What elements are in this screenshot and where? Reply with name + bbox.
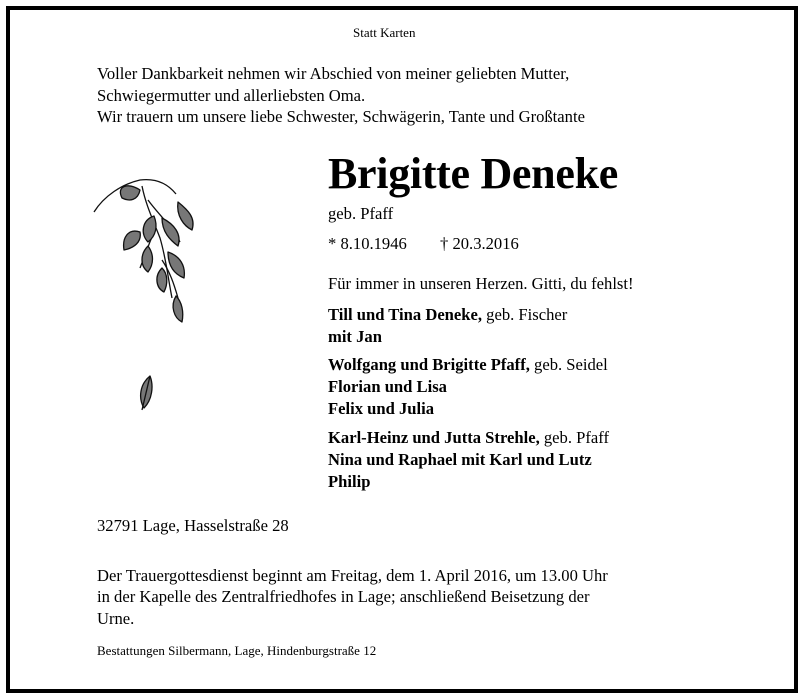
service-line-2: in der Kapelle des Zentralfriedhofes in Lage; anschließend Beisetzung der <box>97 587 590 606</box>
intro-line-1: Voller Dankbarkeit nehmen wir Abschied von meiner geliebten Mutter, <box>97 64 570 83</box>
statt-karten-label: Statt Karten <box>353 25 416 40</box>
mourner-line: Philip <box>328 472 371 491</box>
service-line-3: Urne. <box>97 609 135 628</box>
mourner-line: Nina und Raphael mit Karl und Lutz <box>328 450 592 469</box>
mourner-line: Felix und Julia <box>328 399 435 418</box>
death-date: † 20.3.2016 <box>440 234 519 253</box>
birth-name: geb. Pfaff <box>328 204 394 223</box>
family-address: 32791 Lage, Hasselstraße 28 <box>97 516 289 535</box>
mourner-line: Karl-Heinz und Jutta Strehle, geb. Pfaff <box>328 428 610 447</box>
deceased-name: Brigitte Deneke <box>328 149 618 198</box>
intro-line-3: Wir trauern um unsere liebe Schwester, Schwägerin, Tante und Großtante <box>97 107 585 126</box>
birth-date: * 8.10.1946 <box>328 234 407 253</box>
memorial-quote: Für immer in unseren Herzen. Gitti, du fehlst! <box>328 274 634 293</box>
funeral-home: Bestattungen Silbermann, Lage, Hindenburgstraße 12 <box>97 643 377 658</box>
mourner-line: Florian und Lisa <box>328 377 447 396</box>
service-line-1: Der Trauergottesdienst beginnt am Freitag, dem 1. April 2016, um 13.00 Uhr <box>97 566 608 585</box>
intro-line-2: Schwiegermutter und allerliebsten Oma. <box>97 86 366 105</box>
mourner-line: mit Jan <box>328 327 382 346</box>
mourner-line: Till und Tina Deneke, geb. Fischer <box>328 305 568 324</box>
birch-branch-icon <box>88 172 208 422</box>
mourner-line: Wolfgang und Brigitte Pfaff, geb. Seidel <box>328 355 608 374</box>
